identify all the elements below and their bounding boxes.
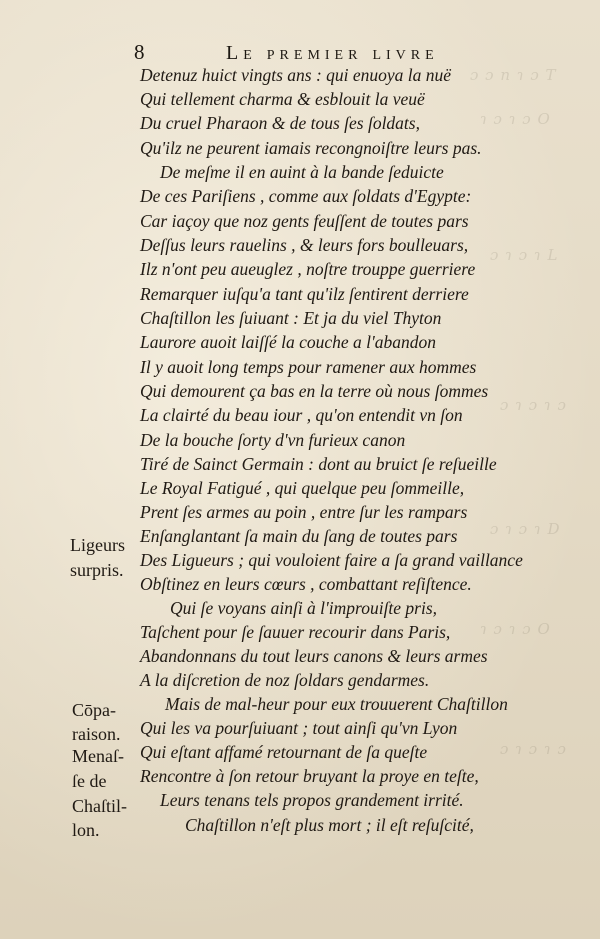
verse-line: Ilz n'ont peu aueuglez , noſtre trouppe guerriere <box>140 259 476 279</box>
verse-line: Qui ſe voyans ainſi à l'improuiſte pris, <box>170 598 438 618</box>
margin-note-line: surpris. <box>70 560 124 580</box>
verse-line: Qui eſtant affamé retournant de ſa queſte <box>140 742 428 762</box>
verse-line: Abandonnans du tout leurs canons & leurs armes <box>140 646 488 666</box>
show-through-texture: ɿ ɔ ɿ ɔ O <box>480 620 551 638</box>
verse-line: Deſſus leurs rauelins , & leurs fors boulleuars, <box>140 235 469 255</box>
verse-line: De la bouche ſorty d'vn furieux canon <box>140 430 406 450</box>
verse-line: Obſtinez en leurs cœurs , combattant reſiſtence. <box>140 574 472 594</box>
show-through-texture: ɔ ɿ ɔ ɿ ɔ <box>500 396 567 414</box>
verse-line: De ces Pariſiens , comme aux ſoldats d'Egypte: <box>140 186 472 206</box>
verse-line: De meſme il en auint à la bande ſeduicte <box>160 162 444 182</box>
verse-line: Qui tellement charma & esblouit la veuë <box>140 89 425 109</box>
margin-note-line: lon. <box>72 820 100 840</box>
show-through-texture: ɔ ɿ ɔ ɿ D <box>490 520 561 538</box>
verse-line: Tiré de Sainct Germain : dont au bruict ſe reſueille <box>140 454 497 474</box>
verse-line: Enſanglantant ſa main du ſang de toutes pars <box>140 526 458 546</box>
verse-line: Il y auoit long temps pour ramener aux hommes <box>140 357 477 377</box>
verse-line: La clairté du beau iour , qu'on entendit vn ſon <box>140 405 463 425</box>
verse-line: Leurs tenans tels propos grandement irrité. <box>160 790 464 810</box>
verse-line: Chaſtillon n'eſt plus mort ; il eſt reſuſcité, <box>185 815 474 835</box>
verse-line: A la diſcretion de noz ſoldars gendarmes. <box>140 670 430 690</box>
verse-line: Le Royal Fatigué , qui quelque peu ſommeille, <box>140 478 465 498</box>
show-through-texture: ɔ ɿ ɔ ɿ ɔ <box>500 740 567 758</box>
verse-line: Taſchent pour ſe ſauuer recourir dans Paris, <box>140 622 451 642</box>
page-number: 8 <box>134 40 145 64</box>
verse-line: Qui les va pourſuiuant ; tout ainſi qu'vn Lyon <box>140 718 458 738</box>
show-through-texture: ɔ ɔ n ɿ ɔ T <box>470 66 557 84</box>
verse-line: Remarquer iuſqu'a tant qu'ilz ſentirent derriere <box>140 284 469 304</box>
verse-line: Rencontre à ſon retour bruyant la proye en teſte, <box>140 766 479 786</box>
margin-note-line: Ligeurs <box>70 535 125 555</box>
margin-note-line: Chaſtil- <box>72 796 127 816</box>
verse-line: Qui demourent ça bas en la terre où nous ſommes <box>140 381 489 401</box>
margin-note-line: ſe de <box>72 771 107 791</box>
verse-line: Des Ligueurs ; qui vouloient faire a ſa grand vaillance <box>140 550 523 570</box>
verse-line: Chaſtillon les ſuiuant : Et ja du viel Thyton <box>140 308 442 328</box>
show-through-texture: ɿ ɔ ɿ ɔ O <box>480 110 551 128</box>
verse-line: Detenuz huict vingts ans : qui enuoya la nuë <box>140 65 452 85</box>
show-through-texture: ɔ ɿ ɔ ɿ L <box>490 246 559 264</box>
verse-line: Qu'ilz ne peurent iamais recongnoiſtre leurs pas. <box>140 138 482 158</box>
margin-note-line: Menaſ- <box>72 746 124 766</box>
margin-note-line: Cōpa- <box>72 700 116 720</box>
verse-line: Car iaçoy que noz gents feuſſent de toutes pars <box>140 211 469 231</box>
verse-line: Mais de mal-heur pour eux trouuerent Chaſtillon <box>165 694 508 714</box>
margin-note-line: raison. <box>72 724 121 744</box>
running-title: Le premier livre <box>226 42 439 64</box>
verse-line: Laurore auoit laiſſé la couche a l'abandon <box>140 332 437 352</box>
verse-line: Prent ſes armes au poin , entre ſur les rampars <box>140 502 468 522</box>
verse-line: Du cruel Pharaon & de tous ſes ſoldats, <box>140 113 420 133</box>
